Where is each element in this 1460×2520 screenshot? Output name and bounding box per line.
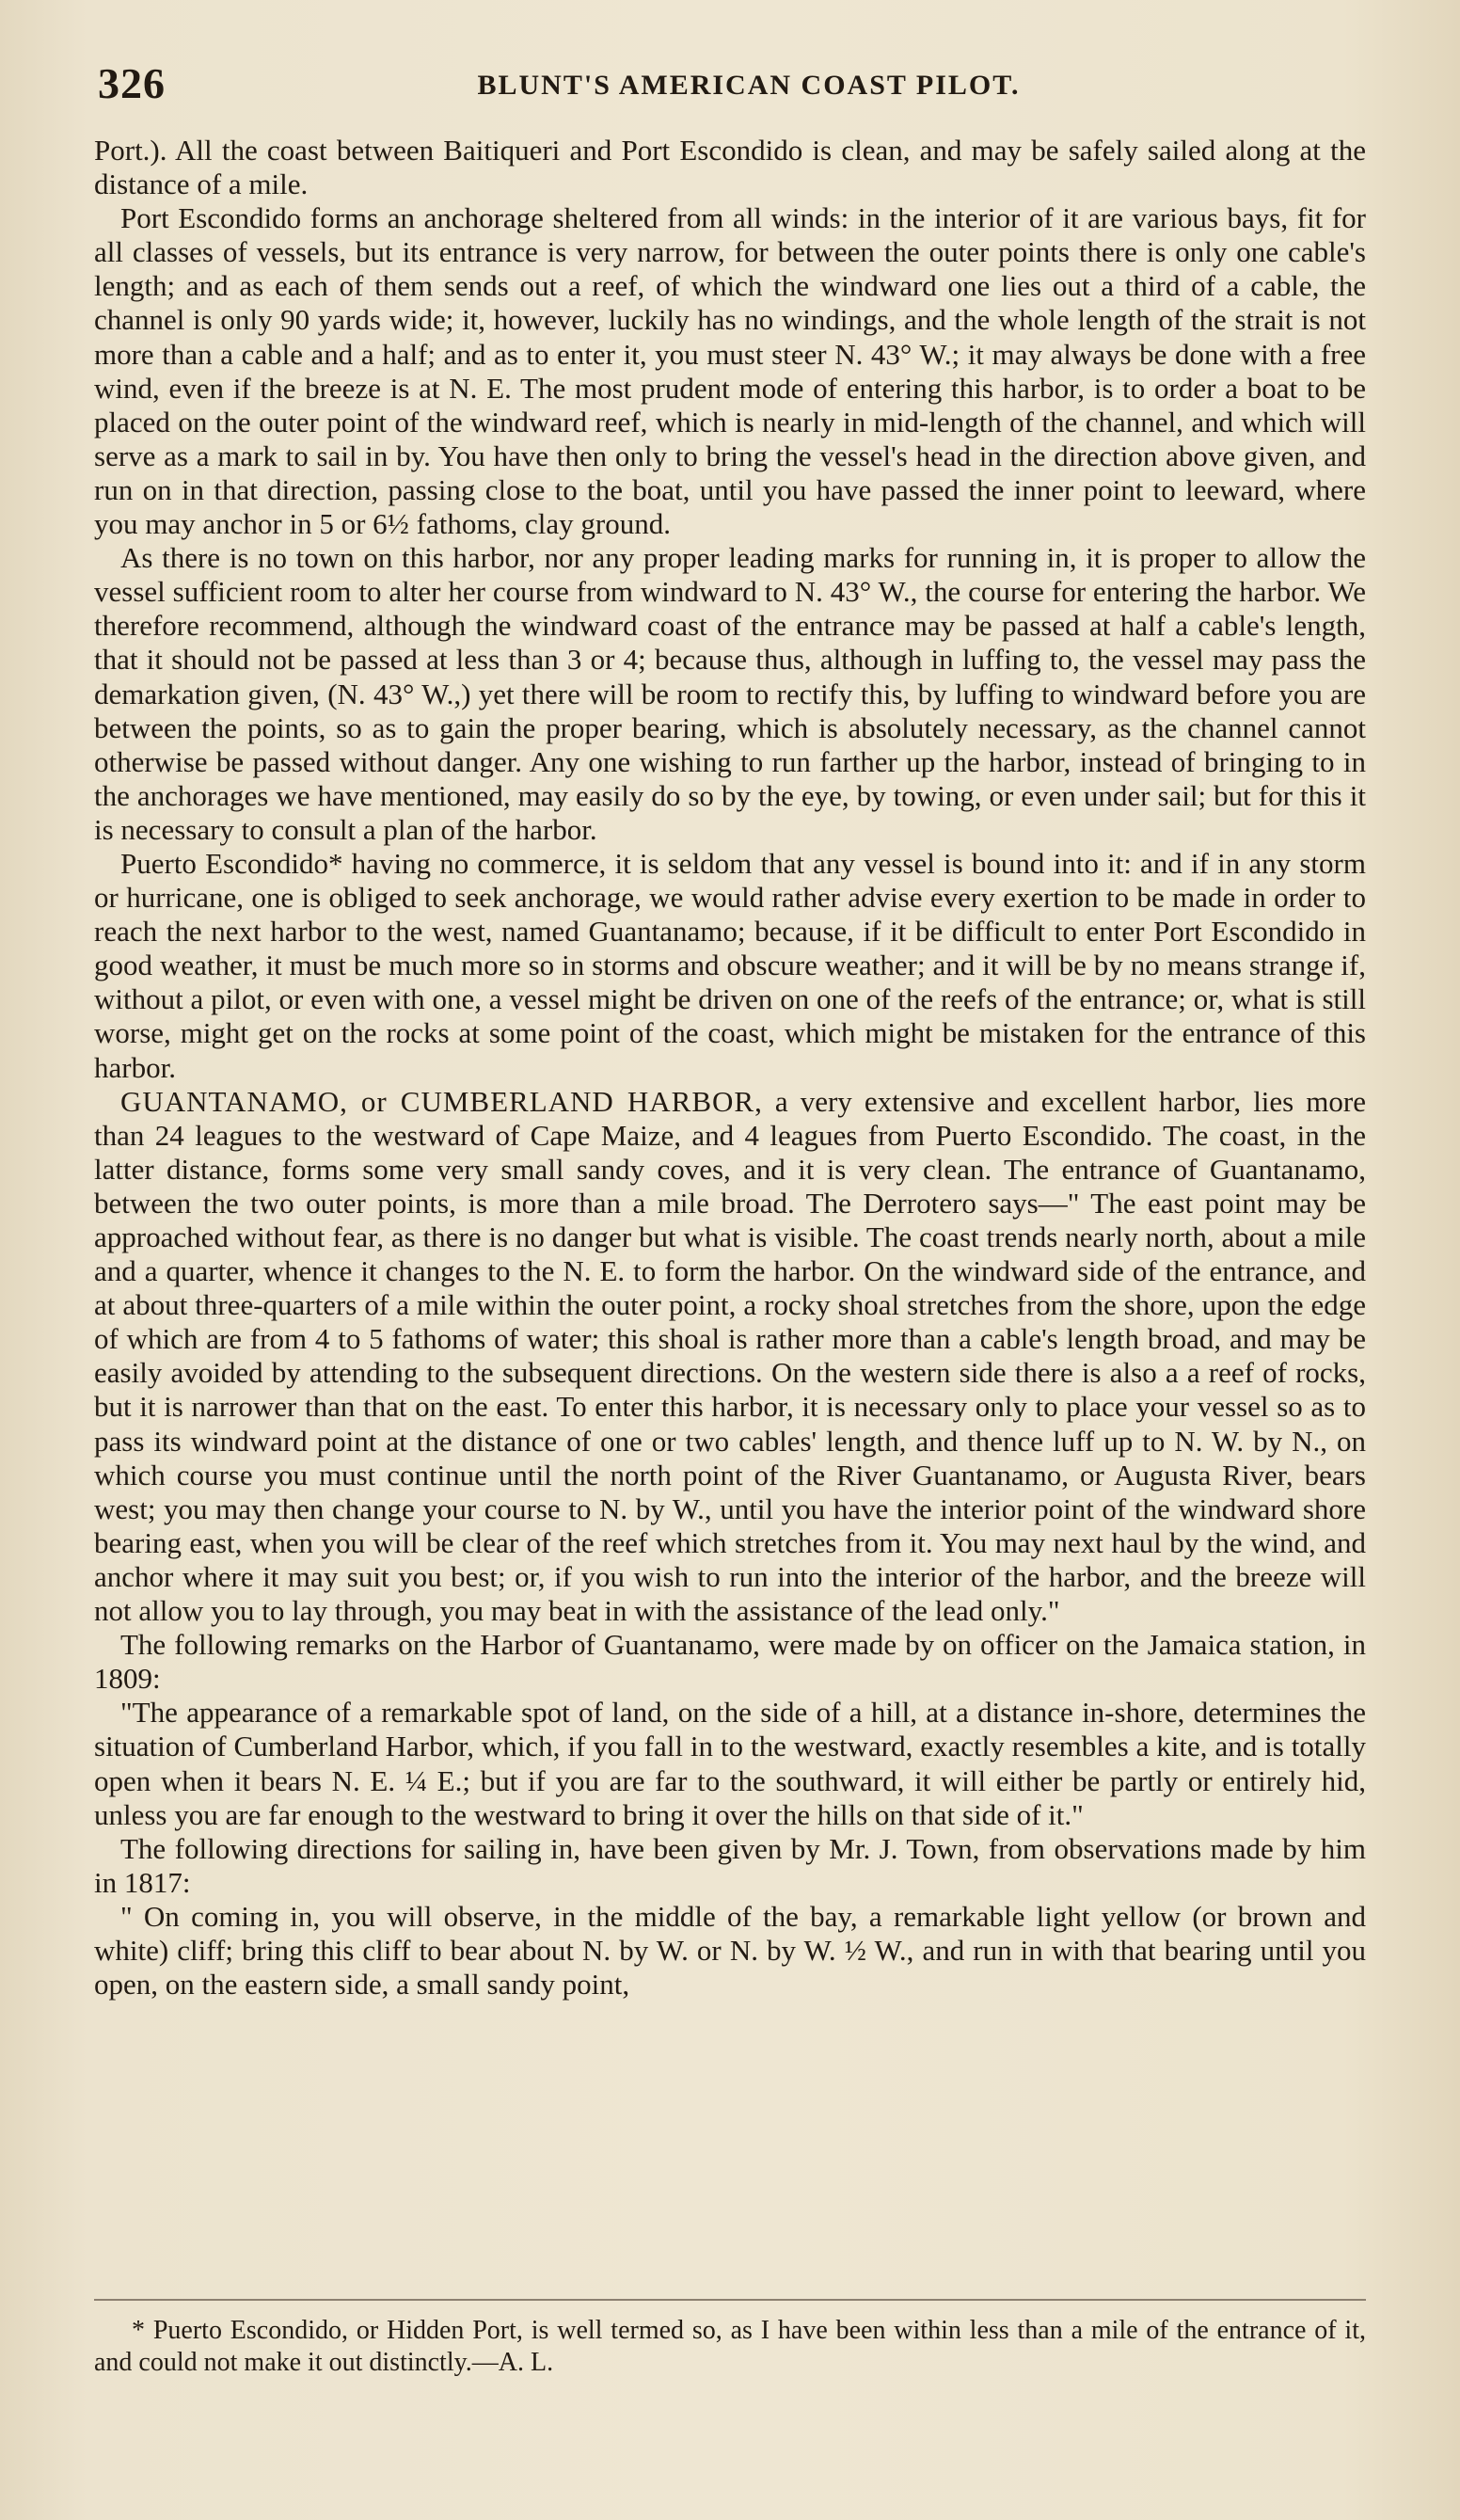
paragraph: Puerto Escondido* having no commerce, it is seldom that any vessel is bound into it: and if in any storm or hurricane, one is obliged to seek anchorage, we would rather advise every exertion to be made in order to reach the next harbor to the west, named Guantanamo; because, if it be difficult to enter Port Escondido in good weather, it must be much more so in storms and obscure weather; and it will be by no means strange if, without a pilot, or even with one, a vessel might be driven on one of the reefs of the entrance; or, what is still worse, might get on the rocks at some point of the coast, which might be mistaken for the entrance of this harbor. xyxy=(94,846,1366,1084)
paragraph: The following directions for sailing in, have been given by Mr. J. Town, from observations made by him in 1817: xyxy=(94,1831,1366,1899)
paragraph: " On coming in, you will observe, in the middle of the bay, a remarkable light yellow (or brown and white) cliff; bring this cliff to bear about N. by W. or N. by W. ½ W., and run in with that bearing until you open, on the eastern side, a small sandy point, xyxy=(94,1899,1366,2002)
paragraph-text: a very extensive and excellent harbor, lies more than 24 leagues to the westward of Cape Maize, and 4 leagues from Puerto Escondido. The coast, in the latter distance, forms some very small sandy coves, and it is very clean. The entrance of Guantanamo, between the two outer points, is more than a mile broad. The Derrotero says—" The east point may be approached without fear, as there is no danger but what is visible. The coast trends nearly north, about a mile and a quarter, whence it changes to the N. E. to form the harbor. On the windward side of the entrance, and at about three-quarters of a mile within the outer point, a rocky shoal stretches from the shore, upon the edge of which are from 4 to 5 fathoms of water; this shoal is rather more than a cable's length broad, and may be easily avoided by attending to the subsequent directions. On the western side there is also a a reef of rocks, but it is narrower than that on the east. To enter this harbor, it is necessary only to place your vessel so as to pass its windward point at the distance of one or two cables' length, and thence luff up to N. W. by N., on which course you must continue until the north point of the River Guantanamo, or Augusta River, bears west; you may then change your course to N. by W., until you have the interior point of the windward shore bearing east, when you will be clear of the reef which stretches from it. You may next haul by the wind, and anchor where it may suit you best; or, if you wish to run into the interior of the harbor, and the breeze will not allow you to lay through, you may beat in with the assistance of the lead only." xyxy=(94,1084,1366,1628)
paragraph: As there is no town on this harbor, nor any proper leading marks for running in, it is proper to allow the vessel sufficient room to alter her course from windward to N. 43° W., the course for entering the harbor. We therefore recommend, although the windward coast of the entrance may be passed at half a cable's length, that it should not be passed at less than 3 or 4; because thus, although in luffing to, the vessel may pass the demarkation given, (N. 43° W.,) yet there will be room to rectify this, by luffing to windward before you are between the points, so as to gain the proper bearing, which is absolutely necessary, as the channel cannot otherwise be passed without danger. Any one wishing to run farther up the harbor, instead of bringing to in the anchorages we have mentioned, may easily do so by the eye, by towing, or even under sail; but for this it is necessary to consult a plan of the harbor. xyxy=(94,541,1366,846)
running-title: BLUNT'S AMERICAN COAST PILOT. xyxy=(477,70,1021,101)
body-text xyxy=(94,134,1366,2002)
footnote: * Puerto Escondido, or Hidden Port, is well termed so, as I have been within less than a mile of the entrance of it, and could not make it out distinctly.—A. L. xyxy=(94,2316,1366,2377)
paragraph: The following remarks on the Harbor of Guantanamo, were made by on officer on the Jamaica station, in 1809: xyxy=(94,1628,1366,1696)
paragraph: "The appearance of a remarkable spot of land, on the side of a hill, at a distance in-shore, determines the situation of Cumberland Harbor, which, if you fall in to the westward, exactly resembles a kite, and is totally open when it bears N. E. ¼ E.; but if you are far to the southward, it will either be partly or entirely hid, unless you are far enough to the westward to bring it over the hills on that side of it." xyxy=(94,1696,1366,1831)
footnote-divider xyxy=(94,2299,1366,2301)
section-heading: GUANTANAMO, or CUMBERLAND HARBOR, xyxy=(120,1084,763,1118)
page-header xyxy=(94,58,1366,115)
paragraph: Port.). All the coast between Baitiqueri and Port Escondido is clean, and may be safely sailed along at the distance of a mile. xyxy=(94,134,1366,201)
page-number: 326 xyxy=(98,59,166,107)
paragraph-guantanamo xyxy=(94,1085,1366,1629)
paragraph: Port Escondido forms an anchorage sheltered from all winds: in the interior of it are various bays, fit for all classes of vessels, but its entrance is very narrow, for between the outer points there is only one cable's length; and as each of them sends out a reef, of which the windward one lies out a third of a cable, the channel is only 90 yards wide; it, however, luckily has no windings, and the whole length of the strait is not more than a cable and a half; and as to enter it, you must steer N. 43° W.; it may always be done with a free wind, even if the breeze is at N. E. The most prudent mode of entering this harbor, is to order a boat to be placed on the outer point of the windward reef, which is nearly in mid-length of the channel, and which will serve as a mark to sail in by. You have then only to bring the vessel's head in the direction above given, and run on in that direction, passing close to the boat, until you have passed the inner point to leeward, where you may anchor in 5 or 6½ fathoms, clay ground. xyxy=(94,201,1366,541)
